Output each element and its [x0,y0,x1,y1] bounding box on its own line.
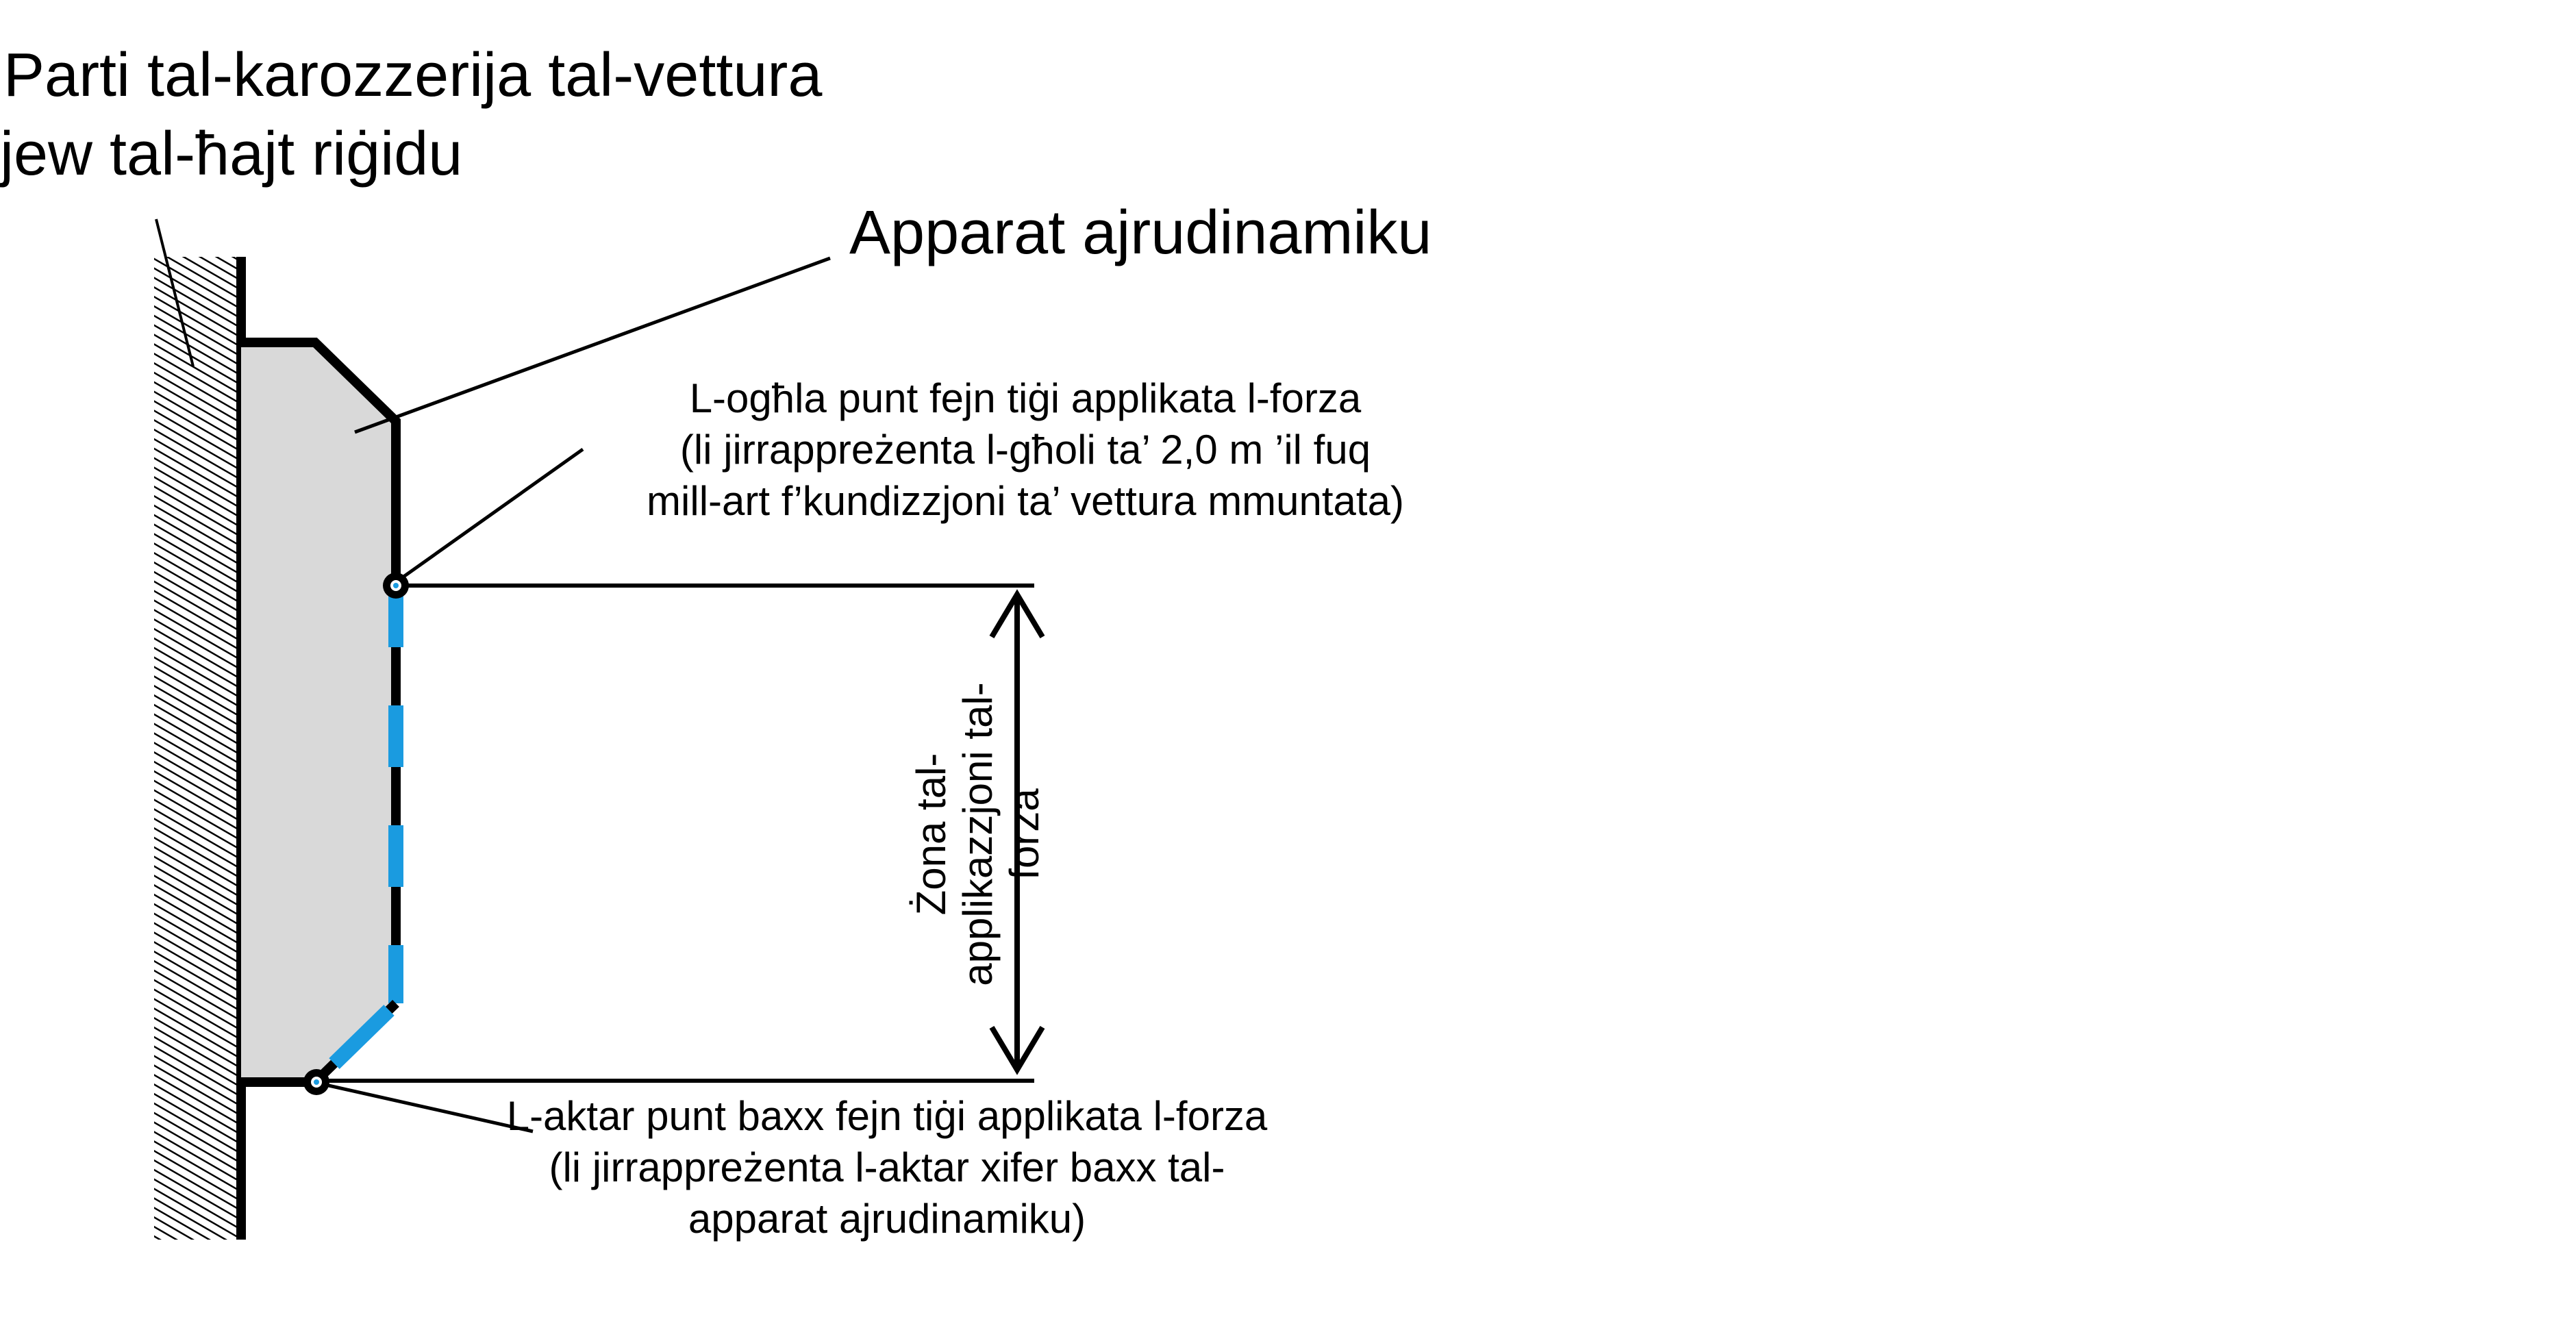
vehicle-body-wall [154,257,242,1240]
lower-point-label-line1: L-aktar punt baxx fejn tiġi applikata l-forza [506,1093,1268,1139]
body-part-label-line2: jew tal-ħajt riġidu [0,120,463,188]
lower-point-label-line2: (li jirrappreżenta l-aktar xifer baxx tal- [549,1144,1225,1190]
upper-point-leader [401,449,583,579]
lower-point-label [507,1093,1268,1242]
zone-label [908,682,1047,986]
zone-label-line1: Żona tal- [908,753,954,916]
lower-point-leader [316,1083,533,1131]
upper-force-point [383,573,409,599]
device-label: Apparat ajrudinamiku [849,199,1432,267]
upper-point-label-line1: L-ogħla punt fejn tiġi applikata l-forza [689,375,1362,421]
aerodynamic-device [241,342,396,1082]
upper-point-label [647,375,1404,524]
lower-point-label-line3: apparat ajrudinamiku) [688,1196,1086,1242]
upper-point-label-line3: mill-art f’kundizzjoni ta’ vettura mmuntata) [647,478,1404,524]
body-part-label-line1: Parti tal-karozzerija tal-vettura [3,41,823,110]
zone-label-line2: applikazzjoni tal- [955,682,1001,986]
upper-point-label-line2: (li jirrappreżenta l-għoli ta’ 2,0 m ’il fuq [679,427,1371,473]
lower-force-point [303,1069,329,1095]
zone-label-line3: forza [1001,788,1047,880]
